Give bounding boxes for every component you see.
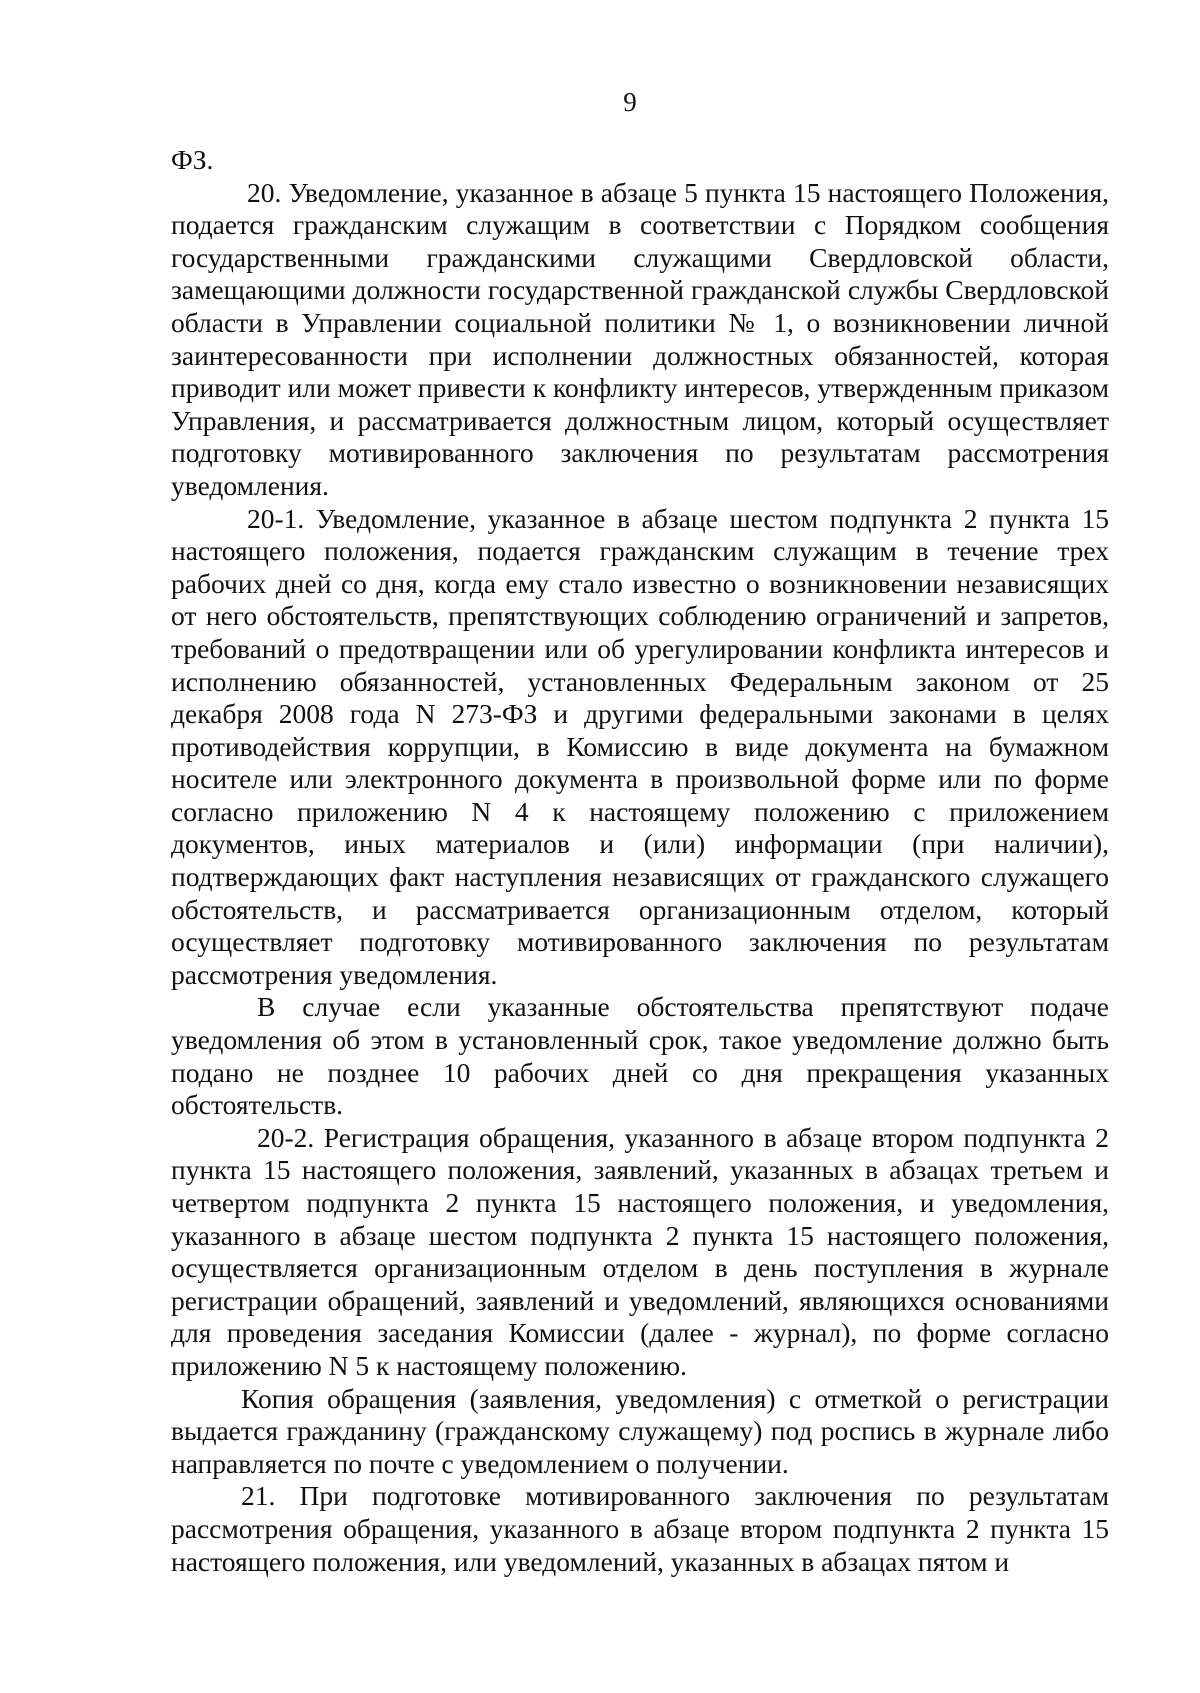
paragraph-21: 21. При подготовке мотивированного заключения по результатам рассмотрения обращения, указанного в абзаце втором подпункта 2 пункта 15 настоящего положения, или уведомлений, указанных в абзацах пятом и	[171, 1480, 1109, 1577]
paragraph-20-2: 20-2. Регистрация обращения, указанного в абзаце втором подпункта 2 пункта 15 настоящего положения, заявлений, указанных в абзацах третьем и четвертом подпункта 2 пункта 15 настоящего положения, и уведомления, указанного в абзаце шестом подпункта 2 пункта 15 настоящего положения, осуществляется организационным отделом в день поступления в журнале регистрации обращений, заявлений и уведомлений, являющихся основаниями для проведения заседания Комиссии (далее - журнал), по форме согласно приложению N 5 к настоящему положению.	[171, 1121, 1109, 1381]
paragraph-20-1-extension: В случае если указанные обстоятельства препятствуют подаче уведомления об этом в установленный срок, такое уведомление должно быть подано не позднее 10 рабочих дней со дня прекращения указанных обстоятельств.	[171, 991, 1109, 1121]
page-number: 9	[623, 87, 637, 117]
paragraph-copy-registration: Копия обращения (заявления, уведомления) с отметкой о регистрации выдается гражданину (гражданскому служащему) под роспись в журнале либо направляется по почте с уведомлением о получении.	[171, 1382, 1109, 1479]
paragraph-continuation: ФЗ.	[171, 144, 214, 175]
document-body	[171, 144, 1109, 1578]
paragraph-20-1: 20-1. Уведомление, указанное в абзаце шестом подпункта 2 пункта 15 настоящего положения, подается гражданским служащим в течение трех рабочих дней со дня, когда ему стало известно о возникновении независящих от него обстоятельств, препятствующих соблюдению ограничений и запретов, требований о предотвращении или об урегулировании конфликта интересов и исполнению обязанностей, установленных Федеральным законом от 25 декабря 2008 года N 273-ФЗ и другими федеральными законами в целях противодействия коррупции, в Комиссию в виде документа на бумажном носителе или электронного документа в произвольной форме или по форме согласно приложению N 4 к настоящему положению с приложением документов, иных материалов и (или) информации (при наличии), подтверждающих факт наступления независящих от гражданского служащего обстоятельств, и рассматривается организационным отделом, который осуществляет подготовку мотивированного заключения по результатам рассмотрения уведомления.	[171, 502, 1109, 990]
paragraph-20: 20. Уведомление, указанное в абзаце 5 пункта 15 настоящего Положения, подается гражданским служащим в соответствии с Порядком сообщения государственными гражданскими служащими Свердловской области, замещающими должности государственной гражданской службы Свердловской области в Управлении социальной политики № 1, о возникновении личной заинтересованности при исполнении должностных обязанностей, которая приводит или может привести к конфликту интересов, утвержденным приказом Управления, и рассматривается должностным лицом, который осуществляет подготовку мотивированного заключения по результатам рассмотрения уведомления.	[171, 176, 1109, 501]
